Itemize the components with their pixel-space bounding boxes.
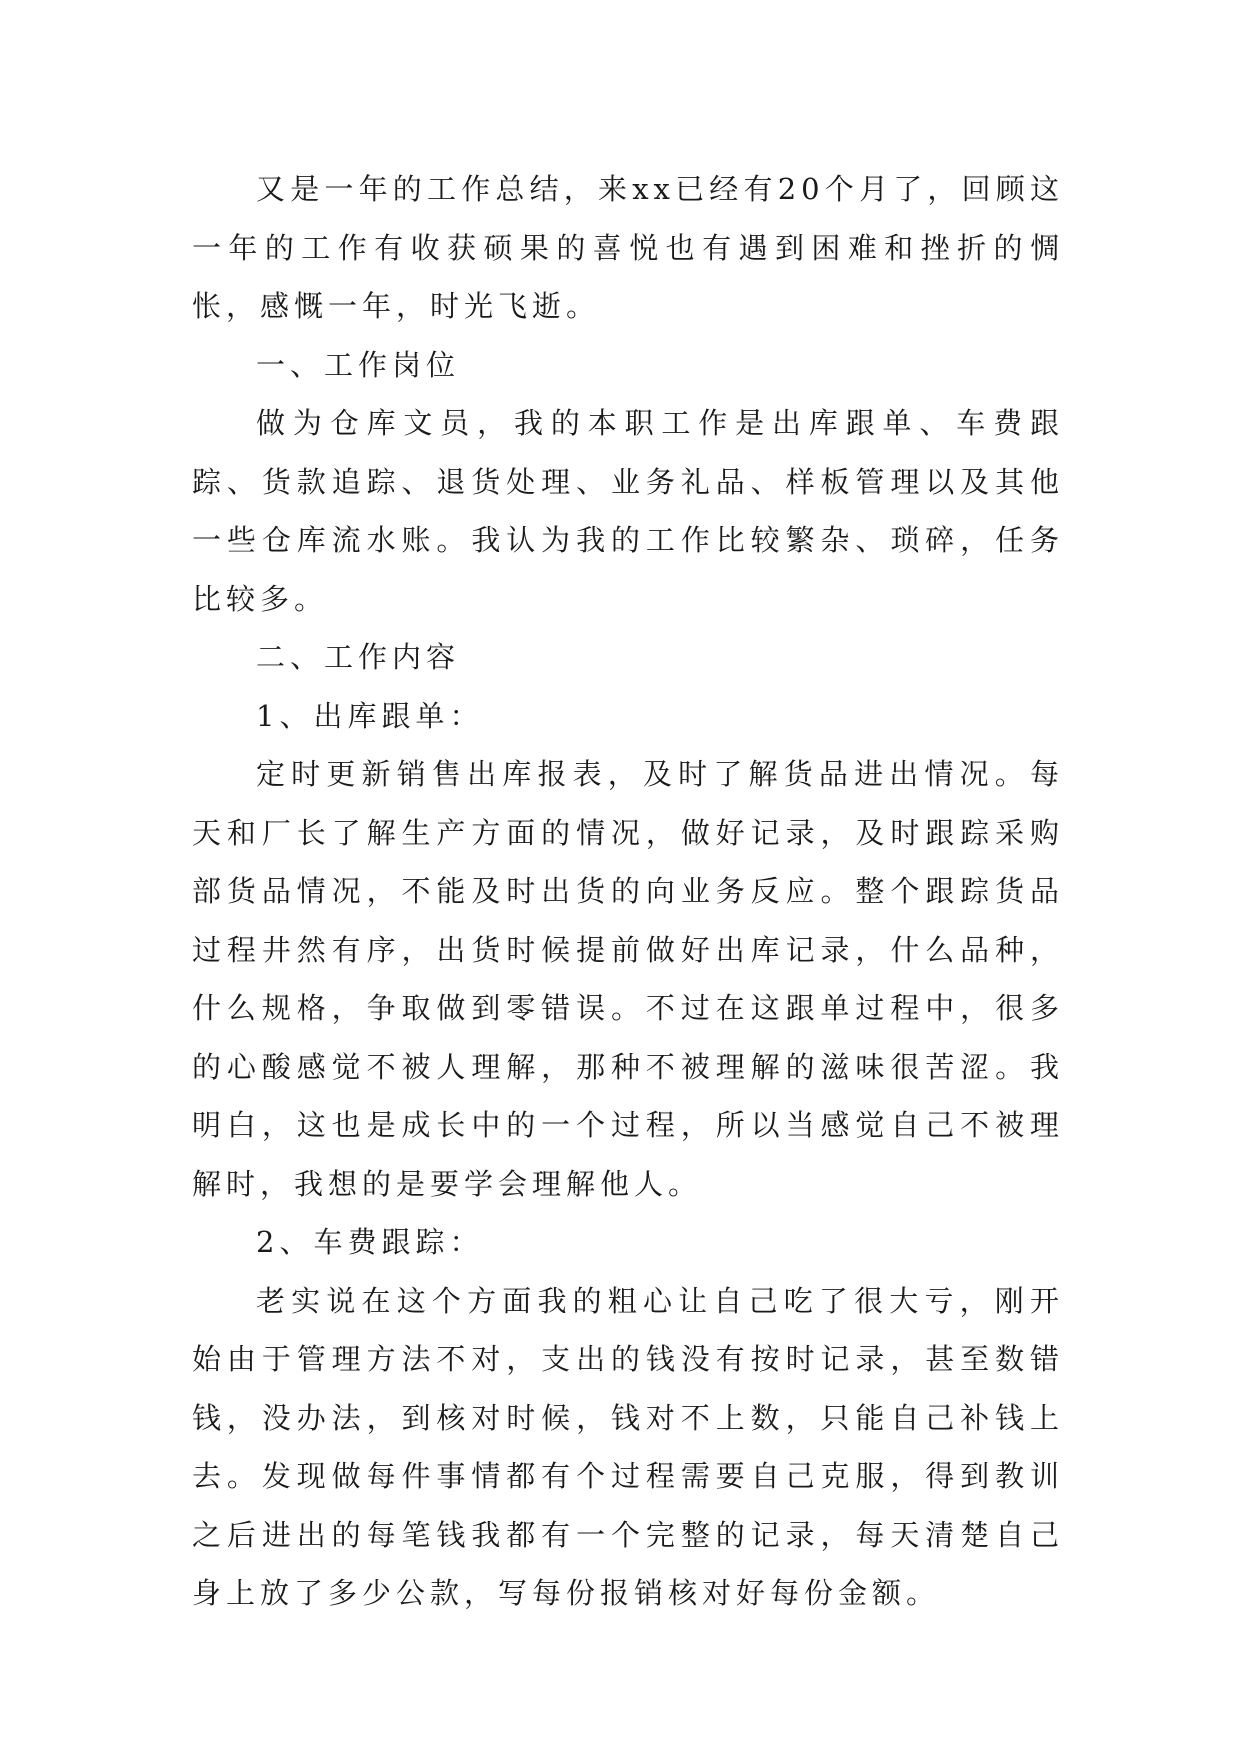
paragraph-job-position: 做为仓库文员，我的本职工作是出库跟单、车费跟踪、货款追踪、退货处理、业务礼品、样板管理以及其他一些仓库流水账。我认为我的工作比较繁杂、琐碎，任务比较多。	[192, 406, 1064, 616]
paragraph-intro: 又是一年的工作总结，来xx已经有20个月了，回顾这一年的工作有收获硕果的喜悦也有遇到困难和挫折的惆怅，感慨一年，时光飞逝。	[192, 172, 1064, 323]
section-heading-work-content: 二、工作内容	[256, 640, 461, 674]
section-heading-job-position: 一、工作岗位	[256, 347, 461, 382]
subheading-outbound-tracking: 1、出库跟单：	[256, 698, 484, 733]
paragraph-freight-tracking: 老实说在这个方面我的粗心让自己吃了很大亏，刚开始由于管理方法不对，支出的钱没有按时记录，甚至数错钱，没办法，到核对时候，钱对不上数，只能自己补钱上去。发现做每件事情都有个过程需要自己克服，得到教训之后进出的每笔钱我都有一个完整的记录，每天清楚自己身上放了多少公款，写每份报销核对好每份金额。	[192, 1283, 1064, 1610]
document-body	[192, 160, 1064, 1623]
paragraph-outbound-tracking: 定时更新销售出库报表，及时了解货品进出情况。每天和厂长了解生产方面的情况，做好记录，及时跟踪采购部货品情况，不能及时出货的向业务反应。整个跟踪货品过程井然有序，出货时候提前做好出库记录，什么品种，什么规格，争取做到零错误。不过在这跟单过程中，很多的心酸感觉不被人理解，那种不被理解的滋味很苦涩。我明白，这也是成长中的一个过程，所以当感觉自己不被理解时，我想的是要学会理解他人。	[192, 757, 1064, 1201]
subheading-freight-tracking: 2、车费跟踪：	[256, 1225, 484, 1259]
